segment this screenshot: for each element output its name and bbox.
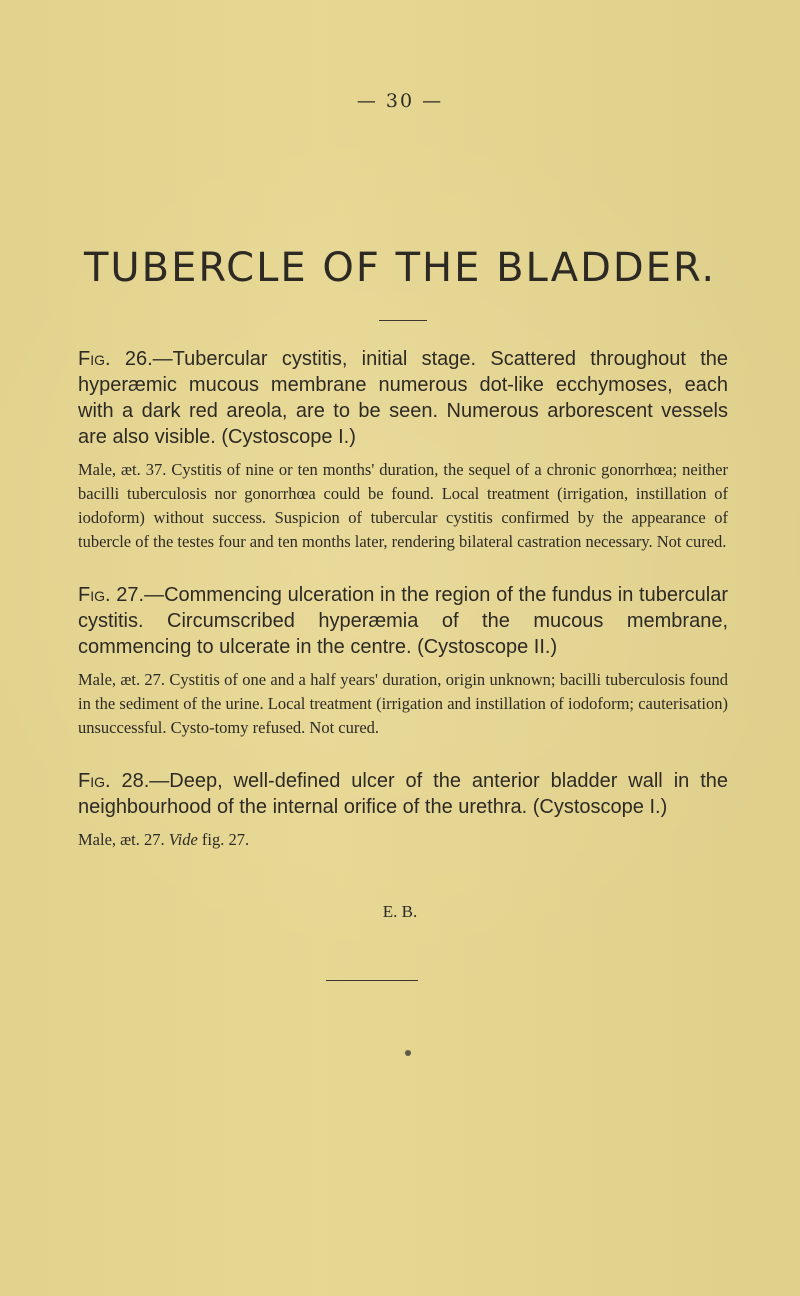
figure-26-section bbox=[78, 346, 728, 554]
figure-27-description bbox=[78, 582, 728, 660]
figure-27-label: Fig. 27. bbox=[78, 584, 145, 606]
figure-26-label: Fig. 26. bbox=[78, 348, 153, 370]
figure-28-label: Fig. 28. bbox=[78, 770, 150, 792]
figure-27-case-note: Male, æt. 27. Cystitis of one and a half years' duration, origin unknown; bacilli tuberculosis found in the sediment of the urine. Local treatment (irrigation and instillation of iodoform; cauterisation) unsuccessful. Cysto-tomy refused. Not cured. bbox=[78, 670, 728, 737]
figure-28-case-prefix: Male, æt. 27. bbox=[78, 830, 169, 849]
page-number: — 30 — bbox=[356, 90, 444, 112]
bottom-divider bbox=[326, 980, 418, 981]
figure-28-description bbox=[78, 768, 728, 820]
figure-26-text: —Tubercular cystitis, initial stage. Scattered throughout the hyperæmic mucous membrane numerous dot-like ecchymoses, each with a dark red areola, are to be seen. Numerous arborescent vessels are also visible. (Cystoscope I.) bbox=[78, 348, 728, 448]
figure-26-description bbox=[78, 346, 728, 450]
figure-28-case-suffix: fig. 27. bbox=[197, 830, 250, 849]
title-divider bbox=[379, 320, 427, 321]
figure-28-case-italic: Vide bbox=[168, 830, 198, 849]
figure-27-section bbox=[78, 582, 728, 740]
author-initials: E. B. bbox=[382, 902, 418, 921]
figure-28-case-note bbox=[78, 828, 728, 852]
figure-28-section bbox=[78, 768, 728, 852]
figure-descriptions bbox=[78, 346, 728, 852]
page-title: TUBERCLE OF THE BLADDER. bbox=[83, 245, 717, 291]
ink-speck bbox=[405, 1050, 411, 1056]
figure-28-text: —Deep, well-defined ulcer of the anterior bladder wall in the neighbourhood of the internal orifice of the urethra. (Cystoscope I.) bbox=[78, 770, 728, 818]
figure-26-case-note: Male, æt. 37. Cystitis of nine or ten months' duration, the sequel of a chronic gonorrhœa; neither bacilli tuberculosis nor gonorrhœa could be found. Local treatment (irrigation, instillation of iodoform) without success. Suspicion of tubercular cystitis confirmed by the appearance of tubercle of the testes four and ten months later, rendering bilateral castration necessary. Not cured. bbox=[78, 460, 728, 551]
figure-27-text: —Commencing ulceration in the region of the fundus in tubercular cystitis. Circumscribed hyperæmia of the mucous membrane, commencing to ulcerate in the centre. (Cystoscope II.) bbox=[78, 584, 728, 658]
